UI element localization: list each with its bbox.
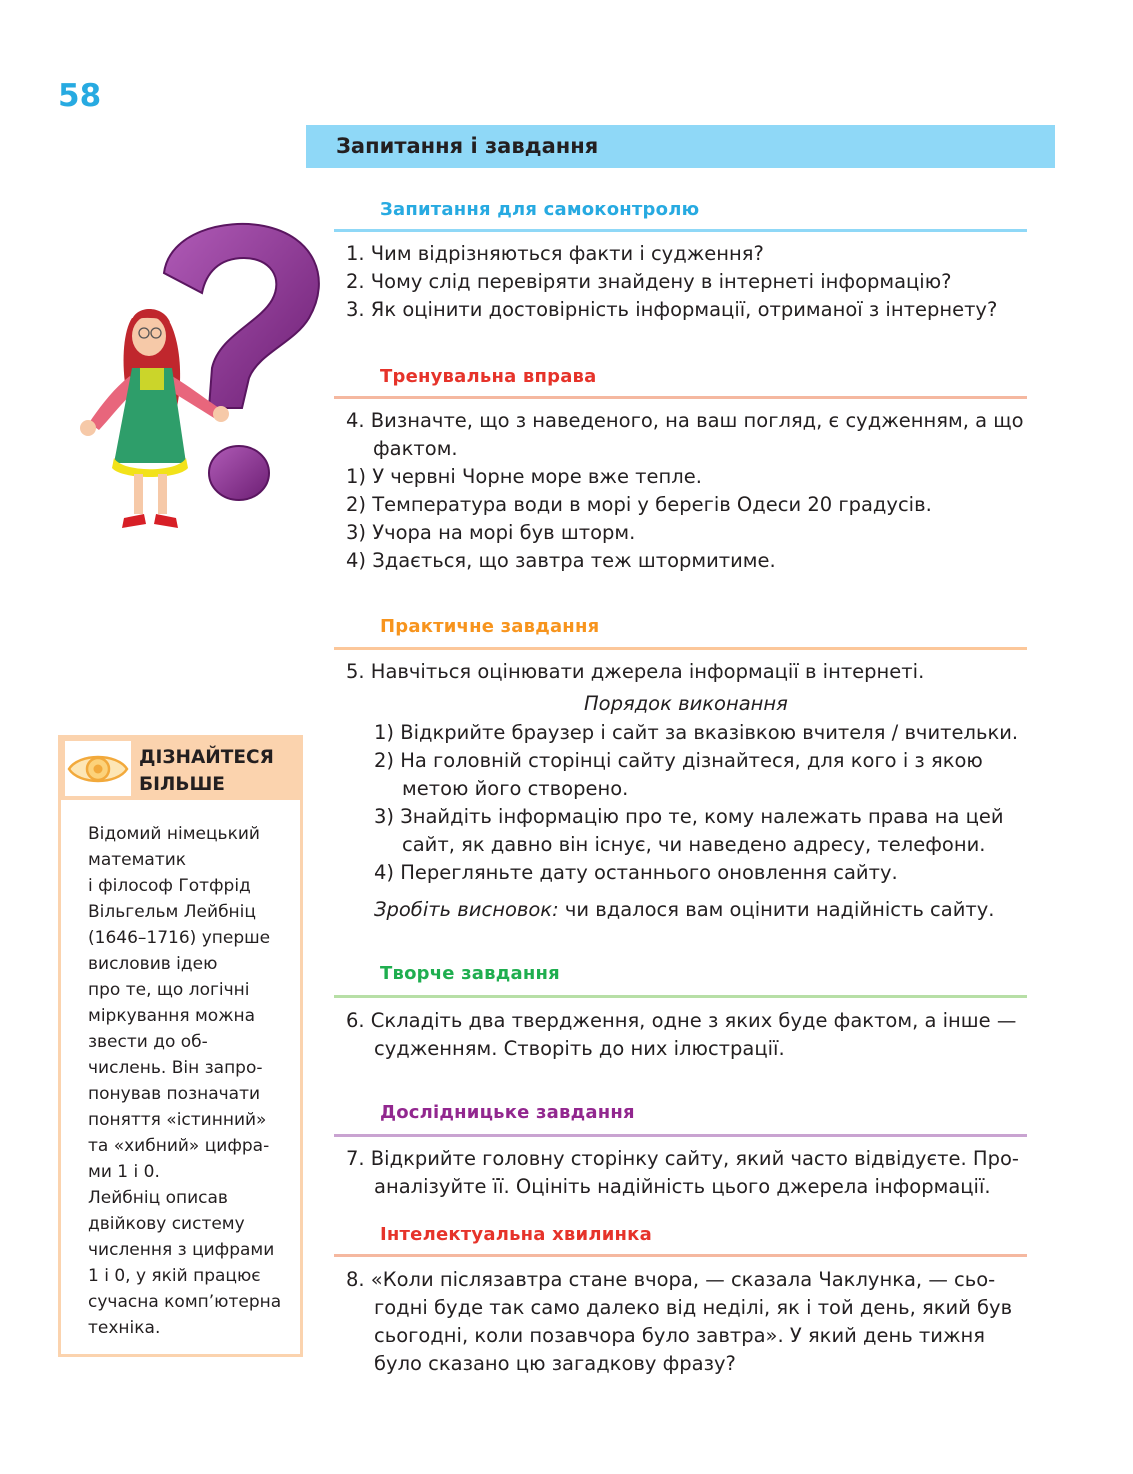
divider-practical <box>334 647 1027 650</box>
divider-intellect <box>334 1254 1027 1257</box>
conclusion-text: чи вдалося вам оцінити надійність сайту. <box>558 898 995 921</box>
page-title: Запитання і завдання <box>336 134 599 158</box>
step-4: 4) Перегляньте дату останнього оновлення сайту. <box>374 861 898 884</box>
task-5: 5. Навчіться оцінювати джерела інформації в інтернеті. <box>346 660 925 683</box>
heading-practical: Практичне завдання <box>380 616 600 637</box>
question-2: 2. Чому слід перевіряти знайдену в інтернеті інформацію? <box>346 270 952 293</box>
step-2-cont: метою його створено. <box>402 777 629 800</box>
sidebar-title-line-2: БІЛЬШЕ <box>139 774 225 795</box>
sidebar-line: Відомий німецький <box>88 824 260 844</box>
task-4-item-2: 2) Температура води в морі у берегів Одеси 20 градусів. <box>346 493 932 516</box>
heading-creative: Творче завдання <box>380 963 560 984</box>
task-4-cont: фактом. <box>373 437 458 460</box>
sidebar-line: сучасна комп’ютерна <box>88 1292 282 1312</box>
conclusion <box>374 896 994 924</box>
divider-self-control <box>334 229 1027 232</box>
sidebar-line: двійкову систему <box>88 1214 245 1234</box>
task-7: 7. Відкрийте головну сторінку сайту, який часто відвідуєте. Про- <box>346 1147 1019 1170</box>
step-3-cont: сайт, як давно він існує, чи наведено адресу, телефони. <box>402 833 986 856</box>
sidebar-line: та «хибний» цифра- <box>88 1136 270 1156</box>
sidebar-line: міркування можна <box>88 1006 256 1026</box>
heading-research: Дослідницьке завдання <box>380 1102 635 1123</box>
step-3: 3) Знайдіть інформацію про те, кому належать права на цей <box>374 805 1004 828</box>
sidebar-line: поняття «істинний» <box>88 1110 267 1130</box>
divider-research <box>334 1134 1027 1137</box>
step-1: 1) Відкрийте браузер і сайт за вказівкою вчителя / вчительки. <box>374 721 1019 744</box>
sidebar-line: техніка. <box>88 1318 161 1338</box>
heading-intellect: Інтелектуальна хвилинка <box>380 1224 652 1245</box>
task-4-item-4: 4) Здається, що завтра теж штормитиме. <box>346 549 776 572</box>
sidebar-line: про те, що логічні <box>88 980 250 1000</box>
sidebar-line: ми 1 і 0. <box>88 1162 160 1182</box>
learn-more-sidebar <box>58 735 303 1357</box>
task-4: 4. Визначте, що з наведеного, на ваш погляд, є судженням, а що <box>346 409 1024 432</box>
sidebar-line: і філософ Готфрід <box>88 876 251 896</box>
sidebar-line: числень. Він запро- <box>88 1058 263 1078</box>
divider-training <box>334 396 1027 399</box>
task-8-cont-2: сьогодні, коли позавчора було завтра». У який день тижня <box>374 1324 985 1347</box>
task-8-cont-1: годні буде так само далеко від неділі, як і той день, який був <box>374 1296 1013 1319</box>
sidebar-title-line-1: ДІЗНАЙТЕСЯ <box>139 747 274 768</box>
eye-icon <box>65 741 131 796</box>
task-6: 6. Складіть два твердження, одне з яких буде фактом, а інше — <box>346 1009 1017 1032</box>
girl-question-mark-illustration <box>74 218 344 548</box>
task-6-cont: судженням. Створіть до них ілюстрації. <box>374 1037 785 1060</box>
sidebar-line: звести до об- <box>88 1032 208 1052</box>
sidebar-line: Лейбніц описав <box>88 1188 228 1208</box>
sidebar-line: (1646–1716) уперше <box>88 928 271 948</box>
task-4-item-3: 3) Учора на морі був шторм. <box>346 521 636 544</box>
sidebar-line: висловив ідею <box>88 954 218 974</box>
section-title-bar <box>306 125 1055 168</box>
sidebar-line: числення з цифрами <box>88 1240 275 1260</box>
heading-self-control: Запитання для самоконтролю <box>380 199 700 220</box>
sidebar-line: 1 і 0, у якій працює <box>88 1266 261 1286</box>
girl-figure <box>80 309 229 528</box>
sidebar-line: понував позначати <box>88 1084 261 1104</box>
divider-creative <box>334 995 1027 998</box>
sidebar-line: математик <box>88 850 187 870</box>
question-3: 3. Як оцінити достовірність інформації, отриманої з інтернету? <box>346 298 998 321</box>
question-1: 1. Чим відрізняються факти і судження? <box>346 242 764 265</box>
question-mark-icon <box>164 224 319 500</box>
sidebar-title <box>139 744 274 798</box>
task-7-cont: аналізуйте її. Оцініть надійність цього джерела інформації. <box>374 1175 991 1198</box>
step-2: 2) На головній сторінці сайту дізнайтеся, для кого і з якою <box>374 749 983 772</box>
task-4-item-1: 1) У червні Чорне море вже тепле. <box>346 465 702 488</box>
heading-training: Тренувальна вправа <box>380 366 597 387</box>
task-8-cont-3: було сказано цю загадкову фразу? <box>374 1352 736 1375</box>
task-8: 8. «Коли післязавтра стане вчора, — сказала Чаклунка, — сьо- <box>346 1268 996 1291</box>
procedure-title: Порядок виконання <box>584 692 788 715</box>
sidebar-header <box>61 738 300 800</box>
conclusion-label: Зробіть висновок: <box>374 898 559 921</box>
sidebar-line: Вільгельм Лейбніц <box>88 902 256 922</box>
page-number: 58 <box>58 78 102 114</box>
